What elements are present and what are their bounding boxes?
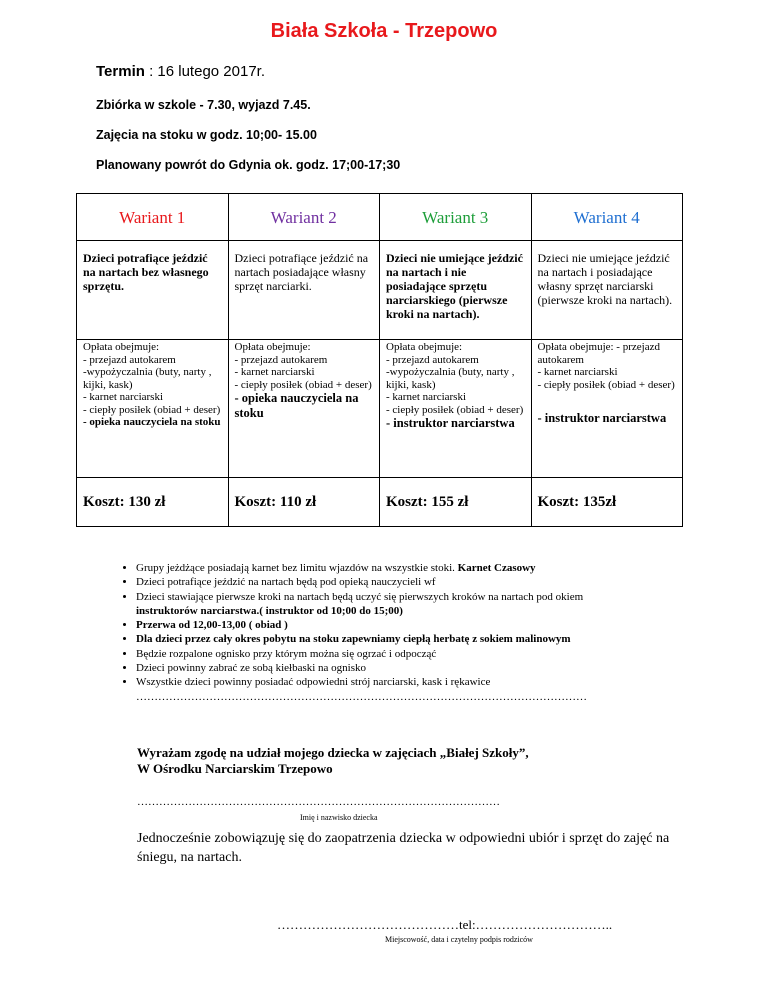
variant-3-desc: Dzieci nie umiejące jeździć na nartach i nie posiadające sprzętu narciarskiego (pierwsze kroki na nartach). bbox=[380, 241, 532, 340]
zbiorka-line: Zbiórka w szkole - 7.30, wyjazd 7.45. bbox=[96, 98, 311, 112]
child-name-caption: Imię i nazwisko dziecka bbox=[300, 813, 378, 822]
variant-4-fee bbox=[531, 340, 683, 478]
fee-line: - ciepły posiłek (obiad + deser) bbox=[83, 403, 221, 416]
variant-1-header: Wariant 1 bbox=[77, 194, 229, 241]
fee-line: - przejazd autokarem bbox=[386, 353, 479, 366]
variant-3-fee bbox=[380, 340, 532, 478]
obligation-statement: Jednocześnie zobowiązuję się do zaopatrzenia dziecka w odpowiedni ubiór i sprzęt do zajęć na śniegu, na nartach. bbox=[137, 831, 670, 865]
fee-line: Opłata obejmuje: bbox=[234, 341, 311, 353]
fee-line: - przejazd autokarem bbox=[83, 353, 176, 366]
consent-line-2: W Ośrodku Narciarskim Trzepowo bbox=[137, 761, 333, 776]
variant-2-fee bbox=[228, 340, 380, 478]
list-item: • Dzieci powinny zabrać ze sobą kiełbaski na ognisko bbox=[136, 661, 696, 675]
fee-line: - karnet narciarski bbox=[234, 366, 315, 378]
variant-header-row bbox=[77, 194, 683, 241]
list-item bbox=[136, 590, 696, 619]
list-item-bold: instruktorów narciarstwa.( instruktor od 10;00 do 15;00) bbox=[136, 604, 403, 617]
list-item: • Dla dzieci przez cały okres pobytu na stoku zapewniamy ciepłą herbatę z sokiem malinowym bbox=[136, 632, 696, 646]
variant-fee-row bbox=[77, 340, 683, 478]
variant-desc-row bbox=[77, 241, 683, 340]
fee-line: - ciepły posiłek (obiad + deser) bbox=[234, 378, 372, 391]
variant-2-cost: Koszt: 110 zł bbox=[228, 478, 380, 527]
variant-1-desc: Dzieci potrafiące jeździć na nartach bez własnego sprzętu. bbox=[77, 241, 229, 340]
fee-line: - karnet narciarski bbox=[537, 366, 618, 378]
fee-line: - karnet narciarski bbox=[83, 391, 164, 403]
fee-bold-line: - opieka nauczyciela na stoku bbox=[83, 416, 221, 428]
signature-caption: Miejscowość, data i czytelny podpis rodziców bbox=[385, 935, 533, 944]
list-item bbox=[136, 561, 696, 575]
list-item-bold: Karnet Czasowy bbox=[457, 562, 536, 574]
fee-line: Opłata obejmuje: - przejazd autokarem bbox=[537, 341, 660, 366]
variant-3-header: Wariant 3 bbox=[380, 194, 532, 241]
list-item bbox=[136, 675, 696, 704]
variant-2-desc: Dzieci potrafiące jeździć na nartach posiadające własny sprzęt narciarki. bbox=[228, 241, 380, 340]
fee-line: - karnet narciarski bbox=[386, 391, 467, 403]
powrot-line: Planowany powrót do Gdynia ok. godz. 17;00-17;30 bbox=[96, 158, 401, 172]
fee-bold-line: - instruktor narciarstwa bbox=[386, 416, 515, 430]
variant-3-cost: Koszt: 155 zł bbox=[380, 478, 532, 527]
list-item-text: Grupy jeżdżące posiadają karnet bez limitu wjazdów na wszystkie stoki. bbox=[136, 562, 455, 574]
variant-1-cost: Koszt: 130 zł bbox=[77, 478, 229, 527]
fee-line: -wypożyczalnia (buty, narty , kijki, kask) bbox=[83, 366, 212, 391]
fee-bold-line: - instruktor narciarstwa bbox=[537, 411, 667, 425]
page-title: Biała Szkoła - Trzepowo bbox=[270, 20, 498, 42]
fee-line: - przejazd autokarem bbox=[234, 353, 328, 366]
zajecia-line: Zajęcia na stoku w godz. 10;00- 15.00 bbox=[96, 128, 317, 142]
fee-line: Opłata obejmuje: bbox=[83, 341, 160, 353]
signature-field[interactable]: ……………………………………tel:………………………….. bbox=[277, 917, 613, 932]
variant-2-header: Wariant 2 bbox=[228, 194, 380, 241]
list-item: • Przerwa od 12,00-13,00 ( obiad ) bbox=[136, 618, 696, 632]
variant-4-desc: Dzieci nie umiejące jeździć na nartach i posiadające własny sprzęt narciarski (pierwsze kroki na nartach). bbox=[531, 241, 683, 340]
fee-line: - ciepły posiłek (obiad + deser) bbox=[386, 403, 524, 416]
list-item: • Dzieci potrafiące jeździć na nartach będą pod opieką nauczycieli wf bbox=[136, 575, 696, 589]
variant-1-fee bbox=[77, 340, 229, 478]
consent-statement bbox=[137, 745, 529, 777]
termin-value: : 16 lutego 2017r. bbox=[144, 63, 266, 80]
list-item-text: Dzieci stawiające pierwsze kroki na nartach będą uczyć się pierwszych kroków na nartach pod okiem bbox=[136, 590, 584, 603]
termin-line bbox=[96, 63, 265, 80]
consent-line-1: Wyrażam zgodę na udział mojego dziecka w zajęciach „Białej Szkoły”, bbox=[137, 745, 529, 760]
fee-line: Opłata obejmuje: bbox=[386, 341, 463, 353]
variant-cost-row bbox=[77, 478, 683, 527]
variant-4-cost: Koszt: 135zł bbox=[531, 478, 683, 527]
dotted-separator: …………………………………………………………………………………………………………… bbox=[136, 690, 587, 703]
child-name-field[interactable]: ……………………………………………………………………………………… bbox=[137, 796, 500, 808]
variants-table bbox=[76, 193, 683, 527]
variant-4-header: Wariant 4 bbox=[531, 194, 683, 241]
info-list bbox=[118, 561, 696, 704]
fee-bold-line: - opieka nauczyciela na stoku bbox=[234, 391, 359, 420]
fee-line: -wypożyczalnia (buty, narty , kijki, kask) bbox=[386, 366, 515, 391]
termin-label: Termin bbox=[96, 63, 145, 80]
list-item: • Będzie rozpalone ognisko przy którym można się ogrzać i odpocząć bbox=[136, 647, 696, 661]
fee-line: - ciepły posiłek (obiad + deser) bbox=[537, 378, 675, 391]
list-item-text: Wszystkie dzieci powinny posiadać odpowiedni strój narciarski, kask i rękawice bbox=[136, 676, 491, 689]
